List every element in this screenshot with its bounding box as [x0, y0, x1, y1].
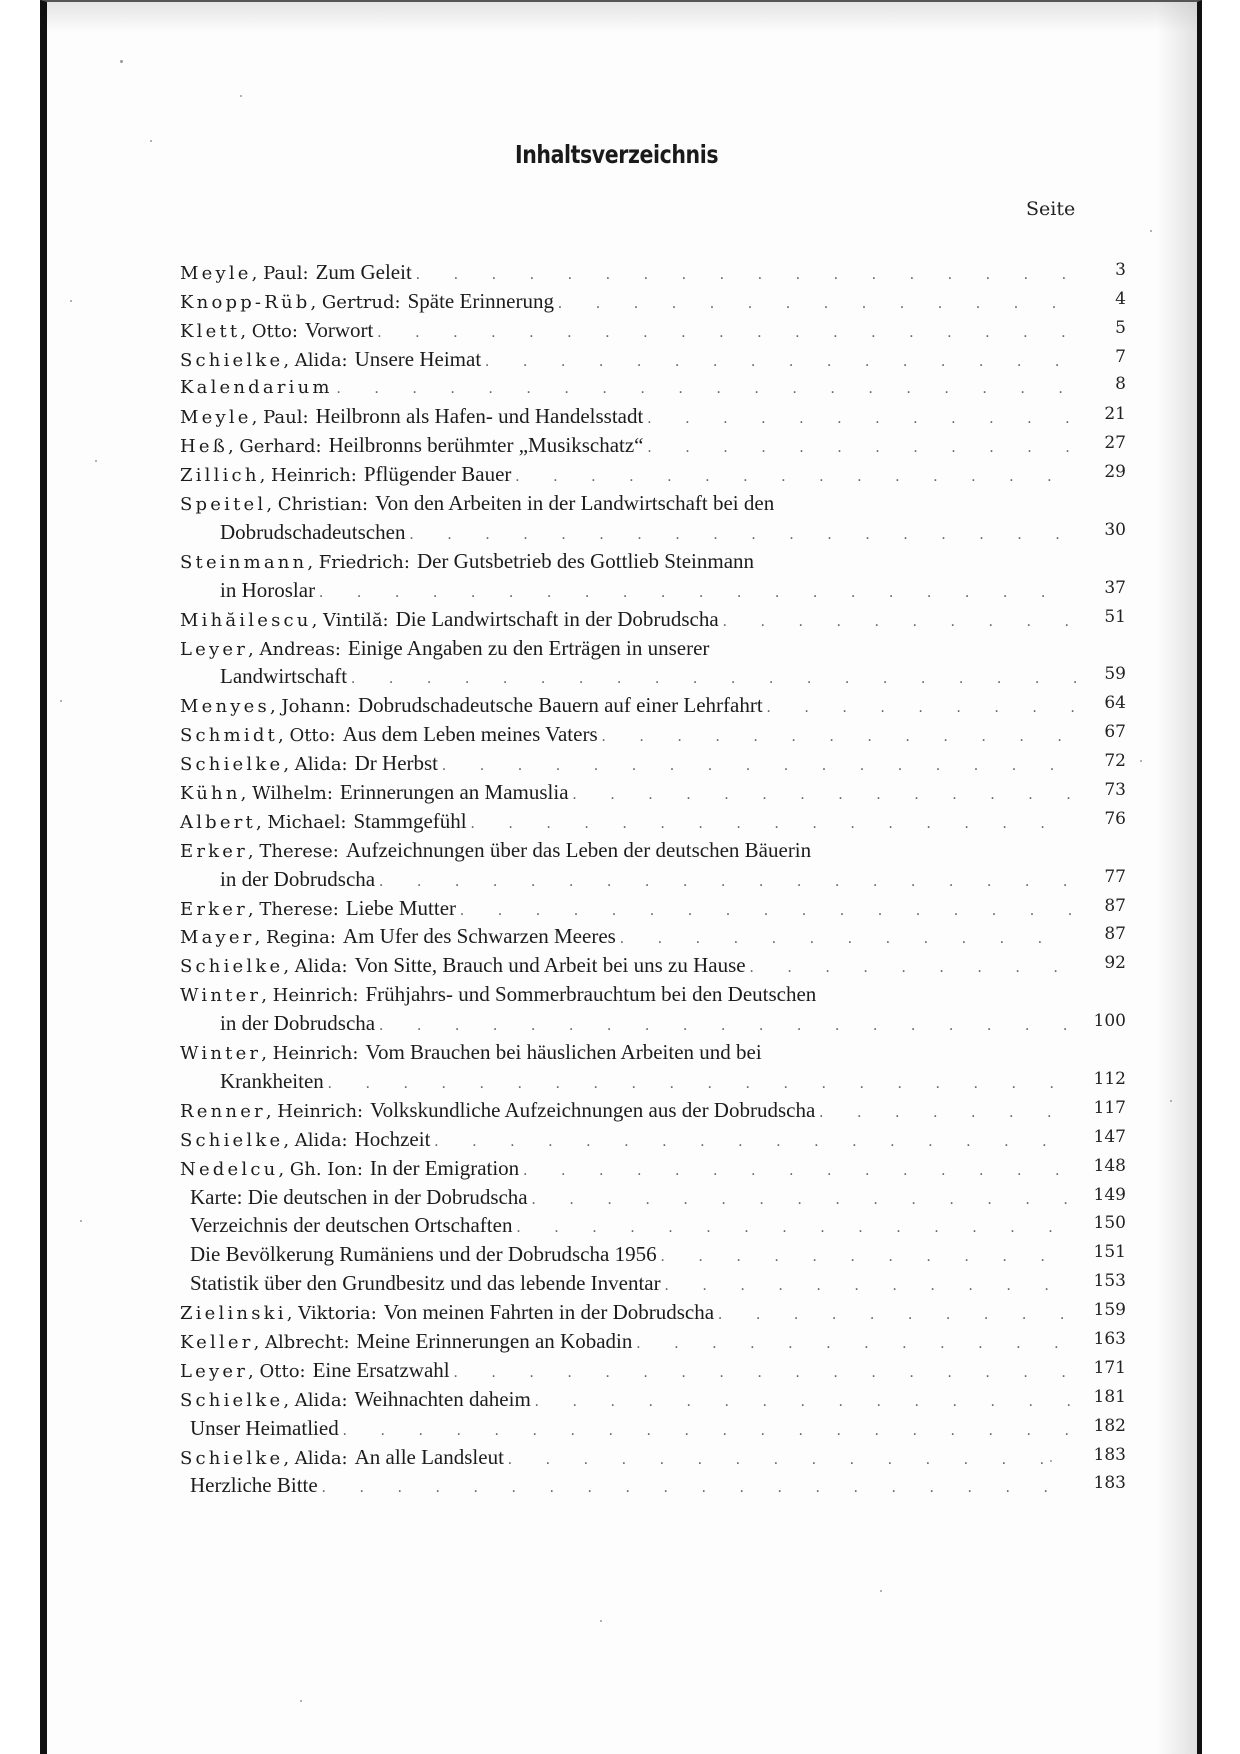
scan-speck	[600, 1620, 602, 1622]
entry-title: Hochzeit	[354, 1126, 431, 1151]
dot-leader	[558, 290, 1076, 319]
entry-author: Schielke	[180, 1447, 284, 1469]
dot-leader	[819, 1099, 1076, 1128]
entry-author: Knopp-Rüb	[180, 291, 311, 313]
toc-entry	[180, 1183, 1126, 1212]
entry-title: Unser Heimatlied	[190, 1415, 339, 1440]
entry-page-number: 159	[1093, 1300, 1126, 1321]
entry-page-number: 149	[1093, 1184, 1126, 1205]
dot-leader	[328, 1070, 1076, 1099]
entry-page-number: 51	[1104, 606, 1126, 627]
entry-title: Eine Ersatzwahl	[312, 1357, 450, 1382]
entry-page-number: 72	[1104, 751, 1126, 772]
entry-page-number: 30	[1104, 520, 1126, 541]
dot-leader	[337, 375, 1076, 404]
entry-author-firstname: , Gertrud:	[310, 291, 401, 313]
dot-leader	[532, 1186, 1076, 1215]
entry-author-firstname: , Friedrich:	[307, 551, 410, 573]
scan-speck	[60, 700, 62, 702]
entry-page-number: 64	[1104, 693, 1126, 714]
entry-page-number: 21	[1104, 404, 1126, 425]
entry-title: Von den Arbeiten in der Landwirtschaft bei den	[375, 491, 775, 516]
entry-author: Steinmann	[180, 551, 308, 573]
toc-entry	[180, 1471, 1126, 1500]
entry-title: An alle Landsleut	[354, 1444, 504, 1469]
entry-page-number: 148	[1093, 1155, 1126, 1176]
dot-leader	[508, 1446, 1076, 1475]
entry-author-firstname: , Alida:	[283, 956, 348, 978]
dot-leader	[718, 1301, 1076, 1330]
toc-entry	[180, 1038, 1126, 1067]
dot-leader	[750, 954, 1076, 983]
entry-title: Heilbronns berühmter „Musikschatz“	[328, 433, 644, 458]
toc-entry	[180, 1356, 1126, 1385]
entry-author-firstname: , Viktoria:	[286, 1303, 377, 1325]
entry-author-firstname: , Alida:	[283, 1389, 348, 1411]
entry-author-firstname: , Heinrich:	[265, 1100, 364, 1122]
entry-author-firstname: , Paul:	[251, 263, 309, 284]
dot-leader	[379, 868, 1076, 897]
scan-speck	[120, 60, 123, 63]
entry-title: Pflügender Bauer	[363, 462, 512, 487]
entry-page-number: 117	[1093, 1097, 1126, 1118]
toc-entry	[180, 951, 1126, 980]
entry-author-firstname: , Vintilă:	[311, 609, 389, 631]
entry-page-number: 37	[1104, 577, 1126, 598]
entry-title: Liebe Mutter	[345, 895, 457, 920]
entry-author-firstname: , Christian:	[266, 494, 369, 516]
toc-entry	[180, 1414, 1126, 1443]
dot-leader	[767, 694, 1076, 723]
entry-page-number: 29	[1104, 462, 1126, 483]
entry-page-number: 150	[1093, 1213, 1126, 1234]
entry-author: Schielke	[180, 754, 284, 776]
entry-author: Winter	[180, 985, 262, 1007]
entry-title: Späte Erinnerung	[407, 288, 554, 313]
entry-author-firstname: , Heinrich:	[259, 465, 357, 487]
entry-page-number: 87	[1104, 895, 1126, 916]
entry-author: Nedelcu	[180, 1158, 279, 1180]
entry-title: Einige Angaben zu den Erträgen in unserer	[347, 635, 710, 660]
dot-leader	[434, 1128, 1076, 1157]
dot-leader	[416, 261, 1076, 290]
entry-title: in der Dobrudscha	[220, 866, 376, 891]
scan-speck	[1140, 760, 1142, 762]
entry-author: Zielinski	[180, 1303, 287, 1325]
entry-page-number: 182	[1093, 1415, 1126, 1436]
entry-title: Vom Brauchen bei häuslichen Arbeiten und bei	[365, 1040, 762, 1065]
entry-author: Schielke	[180, 956, 284, 978]
entry-title: Aufzeichnungen über das Leben der deutschen Bäuerin	[345, 837, 812, 862]
entry-title: Weihnachten daheim	[354, 1386, 531, 1411]
toc-entry-continuation	[180, 865, 1126, 894]
dot-leader	[343, 1417, 1076, 1446]
page-column-header: Seite	[1026, 198, 1076, 220]
dot-leader	[620, 925, 1076, 954]
entry-title: Volkskundliche Aufzeichnungen aus der Dobrudscha	[370, 1097, 816, 1122]
entry-author-firstname: , Gh. Ion:	[278, 1158, 363, 1180]
dot-leader	[523, 1157, 1076, 1186]
toc-entry	[180, 605, 1126, 634]
toc-entry	[180, 634, 1126, 663]
entry-author: Erker	[180, 898, 248, 920]
entry-author-firstname: , Wilhelm:	[240, 783, 333, 805]
scan-speck	[95, 460, 97, 462]
table-of-contents	[180, 258, 1126, 1500]
toc-entry	[180, 720, 1126, 749]
entry-title: Verzeichnis der deutschen Ortschaften	[190, 1213, 513, 1238]
entry-page-number: 183	[1093, 1444, 1126, 1465]
entry-title: Aus dem Leben meines Vaters	[342, 722, 598, 747]
entry-title: Dr Herbst	[354, 751, 439, 776]
dot-leader	[602, 723, 1076, 752]
dot-leader	[647, 405, 1076, 434]
entry-title: Meine Erinnerungen an Kobadin	[356, 1328, 633, 1353]
toc-entry	[180, 894, 1126, 923]
entry-author-firstname: , Alida:	[283, 1129, 348, 1151]
entry-author: Meyle	[180, 407, 252, 429]
entry-title: in Horoslar	[220, 577, 316, 602]
entry-author-firstname: , Regina:	[254, 927, 336, 949]
entry-page-number: 7	[1115, 346, 1126, 367]
entry-author-firstname: , Otto:	[278, 725, 336, 747]
dot-leader	[460, 897, 1076, 926]
dot-leader	[454, 1359, 1076, 1388]
toc-entry	[180, 1240, 1126, 1269]
dot-leader	[515, 463, 1076, 492]
entry-author: Mihăilescu	[180, 609, 312, 631]
dot-leader	[322, 1474, 1076, 1503]
toc-entry	[180, 778, 1126, 807]
toc-entry	[180, 402, 1126, 431]
scan-speck	[880, 1590, 882, 1592]
toc-entry	[180, 258, 1126, 287]
entry-title: Dobrudschadeutschen	[220, 520, 406, 545]
scan-speck	[1170, 1100, 1172, 1102]
entry-title: Zum Geleit	[315, 260, 412, 284]
entry-author: Zillich	[180, 465, 260, 487]
entry-page-number: 92	[1104, 953, 1126, 974]
entry-author-firstname: , Heinrich:	[261, 985, 359, 1007]
toc-entry	[180, 460, 1126, 489]
toc-entry	[180, 345, 1126, 374]
entry-title: Frühjahrs- und Sommerbrauchtum bei den Deutschen	[365, 982, 817, 1007]
entry-author: Erker	[180, 840, 248, 862]
page-title: Inhaltsverzeichnis	[515, 140, 719, 169]
entry-page-number: 171	[1093, 1357, 1126, 1378]
entry-page-number: 27	[1104, 433, 1126, 454]
toc-entry	[180, 807, 1126, 836]
entry-page-number: 151	[1093, 1242, 1126, 1263]
dot-leader	[636, 1330, 1076, 1359]
dot-leader	[516, 1214, 1076, 1243]
scan-speck	[240, 95, 242, 97]
dot-leader	[379, 1012, 1076, 1041]
entry-title: Vorwort	[304, 317, 374, 342]
page-edge-shadow-right	[1157, 2, 1197, 1754]
toc-entry-continuation	[180, 518, 1126, 547]
entry-author-firstname: , Alida:	[283, 1447, 348, 1469]
entry-page-number: 183	[1093, 1473, 1126, 1494]
scan-speck	[70, 300, 72, 302]
entry-author-firstname: , Michael:	[255, 811, 347, 833]
page-edge-shadow-top	[47, 2, 1197, 32]
entry-author: Speitel	[180, 494, 267, 516]
entry-title: Am Ufer des Schwarzen Meeres	[342, 924, 616, 949]
dot-leader	[535, 1388, 1076, 1417]
toc-entry	[180, 431, 1126, 460]
entry-author-firstname: , Albrecht:	[253, 1331, 350, 1353]
entry-page-number: 73	[1104, 780, 1126, 801]
entry-author: Menyes	[180, 696, 270, 718]
entry-title: Heilbronn als Hafen- und Handelsstadt	[315, 404, 644, 429]
entry-page-number: 100	[1093, 1011, 1126, 1032]
entry-author: Schielke	[180, 349, 284, 371]
toc-entry	[180, 1298, 1126, 1327]
toc-entry-continuation	[180, 1009, 1126, 1038]
dot-leader	[319, 579, 1076, 608]
entry-page-number: 163	[1093, 1328, 1126, 1349]
entry-author-firstname: , Heinrich:	[261, 1043, 359, 1065]
entry-author-firstname: , Andreas:	[248, 638, 341, 660]
toc-entry	[180, 1096, 1126, 1125]
entry-author: Keller	[180, 1331, 254, 1353]
dot-leader	[409, 521, 1076, 550]
toc-entry	[180, 922, 1126, 951]
entry-author: Winter	[180, 1043, 262, 1065]
entry-page-number: 87	[1104, 924, 1126, 945]
scan-speck	[1050, 1460, 1052, 1462]
entry-page-number: 112	[1093, 1068, 1126, 1089]
entry-author-firstname: , Johann:	[269, 696, 352, 718]
entry-title: Dobrudschadeutsche Bauern auf einer Lehrfahrt	[358, 693, 763, 718]
toc-entry-continuation	[180, 576, 1126, 605]
entry-page-number: 76	[1104, 808, 1126, 829]
entry-page-number: 59	[1104, 664, 1126, 685]
toc-entry	[180, 836, 1126, 865]
toc-entry-continuation	[180, 1067, 1126, 1096]
entry-title: Unsere Heimat	[354, 346, 482, 371]
entry-title: Herzliche Bitte	[190, 1473, 318, 1498]
entry-author: Albert	[180, 811, 256, 833]
dot-leader	[665, 1272, 1076, 1301]
toc-entry	[180, 691, 1126, 720]
entry-page-number: 153	[1093, 1271, 1126, 1292]
toc-entry	[180, 1385, 1126, 1414]
toc-entry	[180, 1211, 1126, 1240]
entry-page-number: 181	[1093, 1386, 1126, 1407]
toc-entry	[180, 1269, 1126, 1298]
entry-author: Renner	[180, 1100, 266, 1122]
entry-author-firstname: , Gerhard:	[227, 436, 322, 458]
entry-page-number: 5	[1115, 317, 1126, 338]
entry-author: Leyer	[180, 638, 249, 660]
entry-author: Kühn	[180, 783, 241, 805]
entry-title: Die Bevölkerung Rumäniens und der Dobrudscha 1956	[190, 1242, 657, 1267]
entry-page-number: 77	[1104, 866, 1126, 887]
toc-entry	[180, 287, 1126, 316]
entry-author-firstname: , Otto:	[240, 320, 298, 342]
toc-entry	[180, 316, 1126, 345]
dot-leader	[485, 348, 1076, 377]
entry-title: Karte: Die deutschen in der Dobrudscha	[190, 1184, 528, 1209]
dot-leader	[723, 608, 1076, 637]
toc-entry	[180, 1327, 1126, 1356]
entry-title: Von Sitte, Brauch und Arbeit bei uns zu Hause	[354, 953, 746, 978]
toc-entry	[180, 374, 1126, 403]
entry-title: In der Emigration	[369, 1155, 520, 1180]
entry-author-firstname: , Therese:	[247, 840, 339, 862]
entry-title: Von meinen Fahrten in der Dobrudscha	[383, 1300, 715, 1325]
toc-entry	[180, 749, 1126, 778]
entry-page-number: 3	[1115, 260, 1126, 280]
entry-author: Klett	[180, 320, 241, 342]
entry-author: Heß	[180, 436, 228, 458]
entry-author: Leyer	[180, 1360, 249, 1382]
entry-title: Die Landwirtschaft in der Dobrudscha	[395, 606, 719, 631]
toc-entry	[180, 1443, 1126, 1472]
toc-entry	[180, 1154, 1126, 1183]
entry-author-firstname: , Therese:	[247, 898, 339, 920]
entry-author-firstname: , Otto:	[248, 1360, 306, 1382]
entry-title: Landwirtschaft	[220, 664, 348, 689]
entry-title: Stammgefühl	[353, 808, 467, 833]
dot-leader	[471, 810, 1076, 839]
entry-author: Schielke	[180, 1129, 284, 1151]
toc-entry-continuation	[180, 662, 1126, 691]
entry-title: in der Dobrudscha	[220, 1011, 376, 1036]
dot-leader	[442, 752, 1076, 781]
entry-author: Mayer	[180, 927, 255, 949]
entry-page-number: 4	[1115, 288, 1126, 309]
toc-entry	[180, 1125, 1126, 1154]
scan-speck	[300, 1700, 302, 1702]
toc-entry	[180, 547, 1126, 576]
entry-title: Statistik über den Grundbesitz und das lebende Inventar	[190, 1271, 661, 1296]
scan-speck	[80, 1220, 82, 1222]
dot-leader	[351, 665, 1076, 694]
entry-page-number: 8	[1115, 373, 1126, 394]
scan-speck	[150, 140, 152, 142]
entry-author: Meyle	[180, 263, 252, 284]
toc-entry	[180, 980, 1126, 1009]
entry-author-firstname: , Alida:	[283, 754, 348, 776]
dot-leader	[648, 434, 1076, 463]
dot-leader	[377, 319, 1076, 348]
entry-title: Krankheiten	[220, 1068, 324, 1093]
scan-speck	[1150, 230, 1152, 232]
entry-author: Schielke	[180, 1389, 284, 1411]
entry-page-number: 147	[1093, 1126, 1126, 1147]
dot-leader	[661, 1243, 1076, 1272]
entry-page-number: 67	[1104, 722, 1126, 743]
entry-author: Schmidt	[180, 725, 278, 747]
toc-entry	[180, 489, 1126, 518]
entry-title: Erinnerungen an Mamuslia	[339, 780, 569, 805]
entry-author: Kalendarium	[180, 376, 333, 398]
entry-author-firstname: , Paul:	[251, 407, 309, 429]
entry-title: Der Gutsbetrieb des Gottlieb Steinmann	[416, 548, 755, 573]
entry-author-firstname: , Alida:	[283, 349, 348, 371]
dot-leader	[573, 781, 1076, 810]
